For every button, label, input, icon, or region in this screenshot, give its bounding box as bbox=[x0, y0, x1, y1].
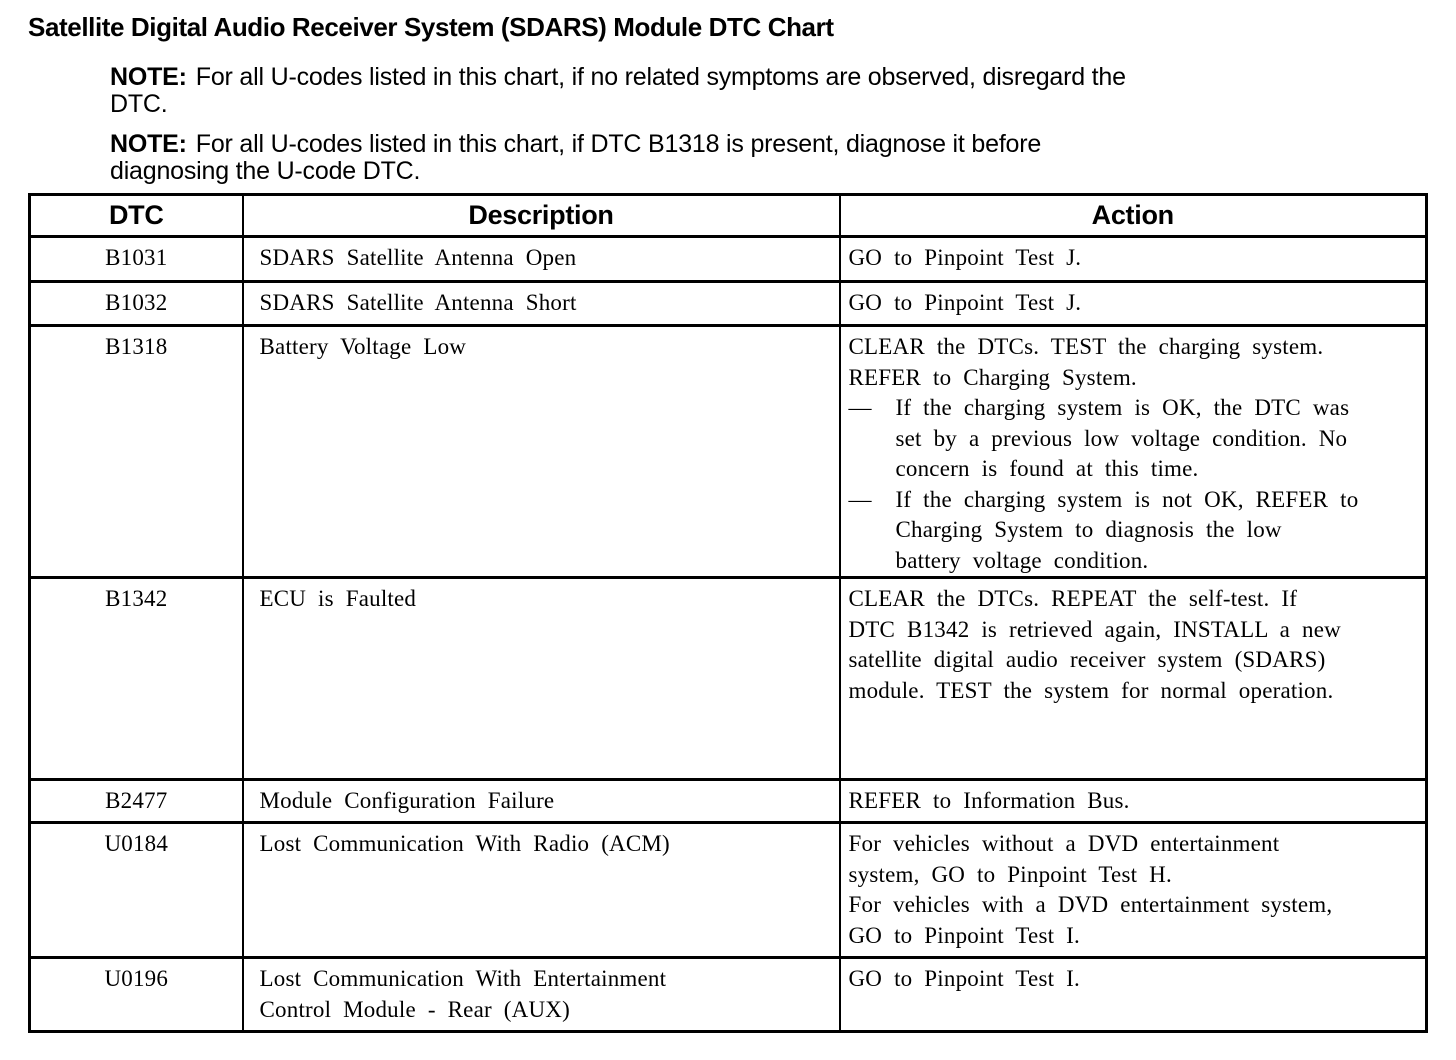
text-line: If the charging system is OK, the DTC was bbox=[895, 395, 1350, 420]
text-line: SDARS Satellite Antenna Short bbox=[259, 290, 577, 315]
action-cell bbox=[840, 237, 1427, 282]
table-row bbox=[30, 578, 1427, 780]
dash-item-continuation: Charging System to diagnosis the low bbox=[895, 517, 1282, 542]
description-cell bbox=[243, 780, 840, 823]
table-row bbox=[30, 823, 1427, 958]
dtc-cell: B2477 bbox=[30, 780, 243, 823]
text-line: module. TEST the system for normal operation. bbox=[848, 677, 1334, 703]
page-title: Satellite Digital Audio Receiver System (SDARS) Module DTC Chart bbox=[28, 12, 834, 42]
text-line: SDARS Satellite Antenna Open bbox=[259, 245, 577, 270]
note-text: For all U-codes listed in this chart, if no related symptoms are observed, disregard the bbox=[195, 63, 1126, 91]
note bbox=[110, 64, 1126, 118]
text-line: CLEAR the DTCs. REPEAT the self-test. If bbox=[848, 586, 1298, 611]
action-cell bbox=[840, 780, 1427, 823]
dash-item-continuation: set by a previous low voltage condition. No bbox=[895, 425, 1348, 451]
table-row bbox=[30, 780, 1427, 823]
dtc-cell: B1031 bbox=[30, 237, 243, 282]
note-line bbox=[110, 131, 1041, 158]
table-row bbox=[30, 958, 1427, 1032]
table-header-row bbox=[30, 195, 1427, 237]
note-label: NOTE: bbox=[110, 130, 187, 158]
text-line: If the charging system is not OK, REFER to bbox=[895, 486, 1359, 512]
dash-item-continuation: concern is found at this time. bbox=[895, 456, 1199, 481]
description-cell bbox=[243, 326, 840, 578]
note bbox=[110, 131, 1041, 185]
text-line: Lost Communication With Entertainment bbox=[259, 966, 667, 991]
text-line: GO to Pinpoint Test I. bbox=[848, 966, 1080, 991]
description-cell bbox=[243, 958, 840, 1032]
text-line: REFER to Information Bus. bbox=[848, 788, 1130, 813]
action-cell bbox=[840, 326, 1427, 578]
text-line: Module Configuration Failure bbox=[259, 788, 555, 813]
note-line bbox=[110, 64, 1126, 91]
dtc-cell: U0196 bbox=[30, 958, 243, 1032]
dash-bullet: — bbox=[848, 395, 872, 420]
action-cell bbox=[840, 823, 1427, 958]
text-line: system, GO to Pinpoint Test H. bbox=[848, 861, 1172, 887]
dtc-chart-table bbox=[28, 193, 1428, 1033]
description-cell bbox=[243, 578, 840, 780]
text-line: REFER to Charging System. bbox=[848, 364, 1137, 390]
dtc-cell: B1318 bbox=[30, 326, 243, 578]
table-row bbox=[30, 282, 1427, 326]
description-cell bbox=[243, 823, 840, 958]
header-action: Action bbox=[840, 195, 1427, 237]
dtc-cell: U0184 bbox=[30, 823, 243, 958]
note-text: For all U-codes listed in this chart, if DTC B1318 is present, diagnose it before bbox=[195, 130, 1042, 158]
table-row bbox=[30, 237, 1427, 282]
description-cell bbox=[243, 237, 840, 282]
dash-item-line bbox=[849, 393, 1418, 424]
dtc-cell: B1032 bbox=[30, 282, 243, 326]
header-description: Description bbox=[243, 195, 840, 237]
text-line: DTC B1342 is retrieved again, INSTALL a new bbox=[848, 616, 1341, 642]
text-line: ECU is Faulted bbox=[259, 586, 417, 611]
action-cell bbox=[840, 282, 1427, 326]
action-cell bbox=[840, 578, 1427, 780]
text-line: CLEAR the DTCs. TEST the charging system. bbox=[848, 334, 1324, 359]
text-line: Control Module - Rear (AUX) bbox=[259, 996, 570, 1022]
table-row bbox=[30, 326, 1427, 578]
text-line: GO to Pinpoint Test I. bbox=[848, 922, 1080, 948]
dash-item-continuation: battery voltage condition. bbox=[895, 547, 1149, 573]
text-line: satellite digital audio receiver system (SDARS) bbox=[848, 647, 1326, 672]
action-cell bbox=[840, 958, 1427, 1032]
header-dtc: DTC bbox=[30, 195, 243, 237]
description-cell bbox=[243, 282, 840, 326]
note-line: diagnosing the U-code DTC. bbox=[110, 157, 421, 185]
dash-bullet: — bbox=[848, 486, 872, 512]
text-line: For vehicles without a DVD entertainment bbox=[848, 831, 1280, 856]
text-line: Battery Voltage Low bbox=[259, 334, 467, 359]
text-line: For vehicles with a DVD entertainment system, bbox=[848, 892, 1333, 917]
text-line: GO to Pinpoint Test J. bbox=[848, 245, 1082, 270]
dtc-cell: B1342 bbox=[30, 578, 243, 780]
text-line: Lost Communication With Radio (ACM) bbox=[259, 831, 670, 856]
note-label: NOTE: bbox=[110, 63, 187, 91]
text-line: GO to Pinpoint Test J. bbox=[848, 290, 1082, 315]
note-line: DTC. bbox=[110, 90, 168, 118]
dash-item-line bbox=[849, 485, 1418, 516]
